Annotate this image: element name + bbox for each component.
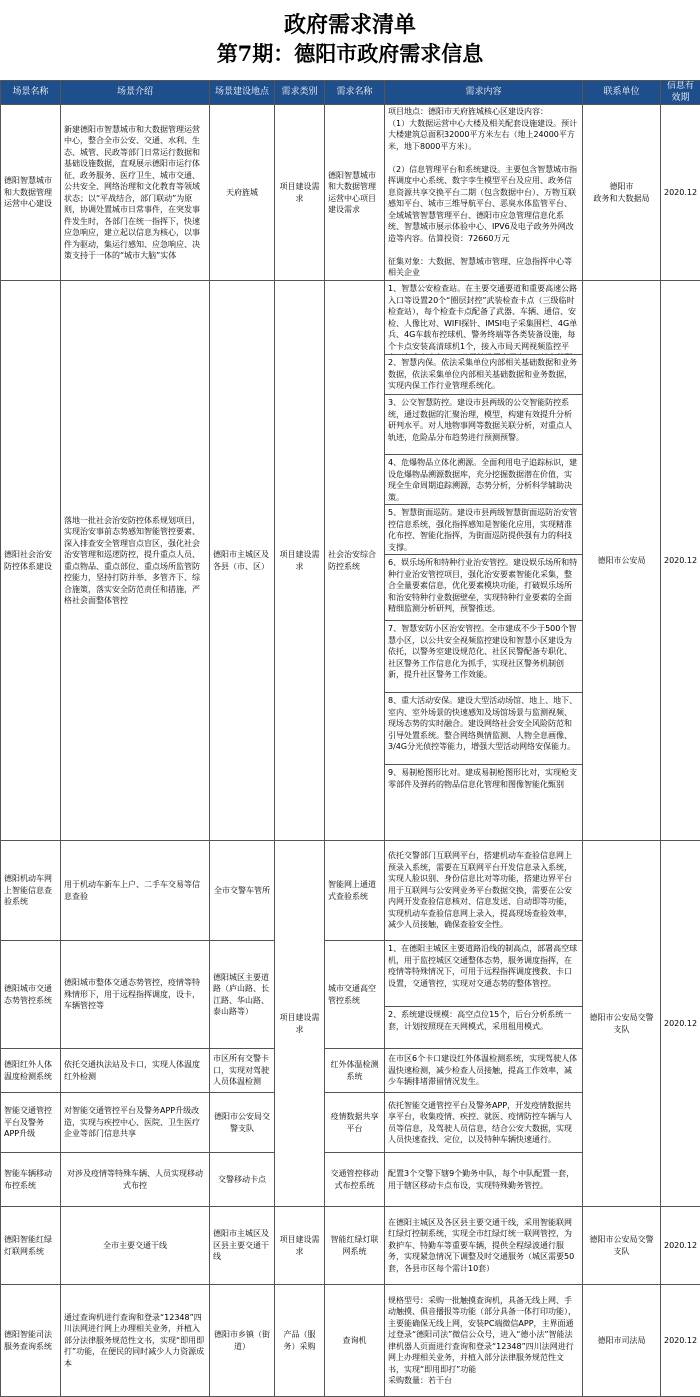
demand-content: 在市区6个卡口建设红外体温检测系统，实现驾驶人体温快速检测，减少检查人员接触，提高工作效率，减少车辆排堵滞留情况发生。 [385, 1049, 583, 1093]
scene-name: 德阳智能红绿灯联网系统 [1, 1207, 61, 1285]
scene-name: 智能交通管控平台及警务APP升级 [1, 1093, 61, 1153]
demand-content-list [385, 941, 583, 1049]
validity: 2020.12 [661, 841, 700, 1207]
demand-content: 项目地点：德阳市天府旌城核心区建设内容： （1）大数据运营中心大楼及相关配套设施建设。预计大楼建筑总面积32000平方米左右（地上24000平方米，地下8000平方米）。 （2）信息管理平台和系统建设。主要包含智慧城市指挥调度中心系统、数字孪生模型平台及应用、政务信息资源共享交换平台二期（包含数据中台）、万物互联感知平台、城市三维导航平台、恶臭水体监管平台、全域城管智慧管理平台、德阳市应急管理信息化系统、智慧城市展示体验中心、IPV6及电子政务外网改造等内容。估算投资：72660万元 征集对象：大数据、智慧城市管理、应急指挥中心等相关企业 [385, 105, 583, 281]
content-item: 2、智慧内保。依法采集单位内部相关基础数据和业务数据，依法采集单位内部相关基础数据和业务数据，实现内保工作行业管理系统化。 [385, 355, 582, 395]
content-item: 4、危爆物品立体化溯源。全面利用电子追踪标识，建设危爆物品溯源数据库，充分挖掘数据潜在价值，实现全生命周期追踪溯源，态势分析，分析科学辅助决策。 [385, 455, 582, 505]
contact-unit: 德阳市公安局交警支队 [583, 1207, 661, 1285]
validity: 2020.12 [661, 1207, 700, 1285]
demand-name: 疫情数据共享平台 [325, 1093, 385, 1153]
scene-name: 智能车辆移动布控系统 [1, 1153, 61, 1207]
content-item: 6、娱乐场所和特种行业治安管控。建设娱乐场所和特种行业治安管控项目，强化治安要素智能化采集，整合全量要素信息，优化要素模块功能，打破娱乐场所和治安特种行业数据壁垒，实现特种行业要素的全面精细监测分析研判，预警推送。 [385, 555, 582, 621]
contact-unit: 德阳市公安局 [583, 281, 661, 841]
scene-intro: 对智能交通管控平台及警务APP升级改造，实现与疾控中心、医院、卫生医疗企业等部门信息共享 [61, 1093, 210, 1153]
demand-category: 项目建设需求 [275, 1207, 325, 1285]
header-location: 场景建设地点 [210, 81, 275, 105]
scene-location: 德阳市乡镇（街道） [210, 1285, 275, 1397]
validity: 2020.12 [661, 105, 700, 281]
scene-name: 德阳城市交通态势管控系统 [1, 941, 61, 1049]
scene-location: 德阳市公安局交警支队 [210, 1093, 275, 1153]
demand-content-list [385, 281, 583, 841]
scene-location: 市区所有交警卡口，实现对驾驶人员体温检测 [210, 1049, 275, 1093]
demand-name: 智能网上通道式查验系统 [325, 841, 385, 941]
demand-name: 社会治安综合防控系统 [325, 281, 385, 841]
scene-intro: 落地一批社会治安防控体系规划项目，实现治安事前态势感知智能管控要素、深入排查安全管理盲点盲区，强化社会治安管理和巡逻防控，提升重点人员、重点物品、重点部位、重点场所监管防控能力，坚持打防并举、多管齐下、综合施策，落实安全防范责任和措施，严格社会面整体管控 [61, 281, 210, 841]
scene-location: 全市交警车管所 [210, 841, 275, 941]
content-item: 7、智慧安防小区治安管控。全市建成不少于500个智慧小区，以公共安全视频监控建设和智慧小区建设为依托，以警务室建设规范化、社区民警配备专职化、社区警务工作信息化为抓手，实现社区警务机制创新，提升社区警务工作效能。 [385, 621, 582, 693]
contact-unit: 德阳市公安局交警支队 [583, 841, 661, 1207]
demand-content: 配置3个交警下辖9个勤务中队，每个中队配置一套，用于辖区移动卡点布设，实现特殊勤务管控。 [385, 1153, 583, 1207]
scene-name: 德阳机动车网上智能信息查验系统 [1, 841, 61, 941]
table-row [1, 841, 700, 941]
table-row [1, 105, 700, 281]
demand-content: 依托智能交通管控平台及警务APP，开发疫情数据共享平台，收集疫情、疾控、就医、疫情防控车辆与人员等信息，及驾驶人员信息，结合公安大数据，实现人员快速查找、定位，以及特种车辆快速通行。 [385, 1093, 583, 1153]
demand-name: 德阳智慧城市和大数据管理运营中心项目建设需求 [325, 105, 385, 281]
scene-location: 天府旌城 [210, 105, 275, 281]
page-title: 政府需求清单 [0, 8, 700, 39]
header-contact: 联系单位 [583, 81, 661, 105]
validity: 2020.12 [661, 281, 700, 841]
table-row [1, 1285, 700, 1397]
scene-name: 德阳智能司法服务查询系统 [1, 1285, 61, 1397]
content-item: 8、重大活动安保。建设大型活动场馆、地上、地下、室内、室外场景的快速感知及场馆场景与监测视频、现场态势的实时融合。建设网络社会安全风险防范和引导处置系统。整合网络舆情监测、人物全息画像、3/4G分光侦控等能力，增强大型活动网络安保能力。 [385, 693, 582, 765]
contact-unit: 德阳市 政务和大数据局 [583, 105, 661, 281]
content-item: 1、在德阳主城区主要道路沿线的制高点，部署高空球机，用于监控城区交通整体态势，服务调度指挥，在疫情等特殊情况下，可用于远程指挥调度搜救、卡口设置，交通管控，实现对交通态势的整体管控。 [385, 941, 582, 1007]
content-item: 2、系统建设规模：高空点位15个，后台分析系统一套，计划按照现在天网模式，采用租用模式。 [385, 1007, 582, 1047]
header-scene-intro: 场景介绍 [61, 81, 210, 105]
demand-name: 红外体温检测系统 [325, 1049, 385, 1093]
demand-content: 依托交警部门互联网平台，搭建机动车查验信息网上预录入系统，需要在互联网平台开发信息录入系统，实现人脸识别、身份信息比对等功能，搭建边界平台用于互联网与公安网业务平台数据交换，需要在公安内网开发查验信息核对、信息发送、自动即等功能，实现机动车查验信息网上录入，提高现场查验效率，减少人员接触，确保查验安全性。 [385, 841, 583, 941]
content-item: 1、智慧公安检查站。在主要交通要道和重要高速公路入口等设置20个“圈层封控”武装检查卡点（三级临时检查站），每个检查卡点配备了武器、车辆、通信、安检、人像比对、WIFI探针、IMSI电子采集围栏、4G单兵、4G车载布控球机、警务终端等各类装备设施，每个卡点安装高清球机1个，接入市局天网视频监控平 [385, 281, 582, 355]
demand-name: 智能红绿灯联网系统 [325, 1207, 385, 1285]
scene-name: 德阳智慧城市和大数据管理运营中心建设 [1, 105, 61, 281]
header-validity: 信息有效期 [661, 81, 700, 105]
scene-intro: 通过查询机进行查询和登录“12348”四川法网进行网上办理相关业务，并植入部分法律服务规范性文书，实现“即用即打”功能，在便民的同时减少人力资源成本 [61, 1285, 210, 1397]
scene-intro: 新建德阳市智慧城市和大数据管理运营中心，整合全市公安、交通、水利、生态、城管、民政等部门日常运行数据和基础设施数据，直观展示德阳市运行体征、政务服务、医疗卫生、城市交通、公共安全、网络治理和文化教育等领域状态；以“平战结合，部门联动”为原则，协调处置城市日常事件，在突发事件发生时，各部门在统一指挥下，快速应急响应，建立起以信息为核心，以事件为驱动，集运行感知、应急响应、决策支持于一体的“城市大脑”实体 [61, 105, 210, 281]
demand-category: 项目建设需求 [275, 841, 325, 1207]
scene-location: 德阳城区主要道路（庐山路、长江路、华山路、泰山路等） [210, 941, 275, 1049]
scene-intro: 用于机动车新车上户、二手车交易等信息查验 [61, 841, 210, 941]
scene-intro: 德阳城市整体交通态势管控，疫情等特殊情形下，用于远程指挥调度，设卡，车辆管控等 [61, 941, 210, 1049]
table-row [1, 281, 700, 841]
demand-category: 项目建设需求 [275, 105, 325, 281]
demand-name: 城市交通高空管控系统 [325, 941, 385, 1049]
scene-intro: 依托交通执法站及卡口，实现人体温度红外检测 [61, 1049, 210, 1093]
demand-content: 在德阳主城区及各区县主要交通干线，采用智能联网红绿灯控制系统，实现全市红绿灯统一联网管控，为救护车、特勤车等重要车辆，提供全程绿波通行服务，实现紧急情况下调整及时交通服务（城区需要50套，各县市区每个需计10套） [385, 1207, 583, 1285]
validity: 2020.12 [661, 1285, 700, 1397]
content-item: 3、公交智慧防控。建设市县两级的公交智能防控系统，通过数据的汇聚治理，模型，构建有效提升分析研判水平。对人地物事网等数据关联分析，对重点人轨迹，危险品分布趋势进行预测预警。 [385, 395, 582, 455]
scene-location: 交警移动卡点 [210, 1153, 275, 1207]
demand-category: 产品（服务）采购 [275, 1285, 325, 1397]
table-header-row [1, 81, 700, 105]
scene-intro: 全市主要交通干线 [61, 1207, 210, 1285]
header-demand-name: 需求名称 [325, 81, 385, 105]
header-demand-content: 需求内容 [385, 81, 583, 105]
scene-location: 德阳市主城区及各县（市、区） [210, 281, 275, 841]
demand-name: 查询机 [325, 1285, 385, 1397]
demand-table [0, 80, 700, 1397]
header-scene-name: 场景名称 [1, 81, 61, 105]
scene-name: 德阳红外人体温度检测系统 [1, 1049, 61, 1093]
content-item: 9、易制枪图形比对。建成易制枪图形比对，实现枪支零部件及弹药的物品信息化管理和图像智能化甄别 [385, 765, 582, 805]
header-category: 需求类别 [275, 81, 325, 105]
demand-name: 交通管控移动式布控系统 [325, 1153, 385, 1207]
scene-location: 德阳市主城区及区县主要交通干线 [210, 1207, 275, 1285]
demand-content: 规格型号：采购一批触摸查询机，具备无线上网、手动触摸、俱音播报等功能（部分具备一体打印功能），主要能确保无线上网，安装PC端微信APP，主界面通过登录“德阳司法”微信公众号，进入“德小法”智能法律机器人页面进行查询和登录“12348”四川法网进行网上办理相关业务，并植入部分法律服务规范性文书，实现“即用即打”功能 采购数量：若干台 [385, 1285, 583, 1397]
scene-name: 德阳社会治安防控体系建设 [1, 281, 61, 841]
demand-category: 项目建设需求 [275, 281, 325, 841]
content-item: 5、智慧街面巡防。建设市县两级智慧街面巡防治安管控信息系统，强化指挥感知是智能化应用，实现精准化布控、智能化指挥，为街面巡防提供强有力的科技支撑。 [385, 505, 582, 555]
table-row [1, 1207, 700, 1285]
contact-unit: 德阳市司法局 [583, 1285, 661, 1397]
page-subtitle: 第7期：德阳市政府需求信息 [0, 38, 700, 68]
scene-intro: 对涉及疫情等特殊车辆、人员实现移动式布控 [61, 1153, 210, 1207]
